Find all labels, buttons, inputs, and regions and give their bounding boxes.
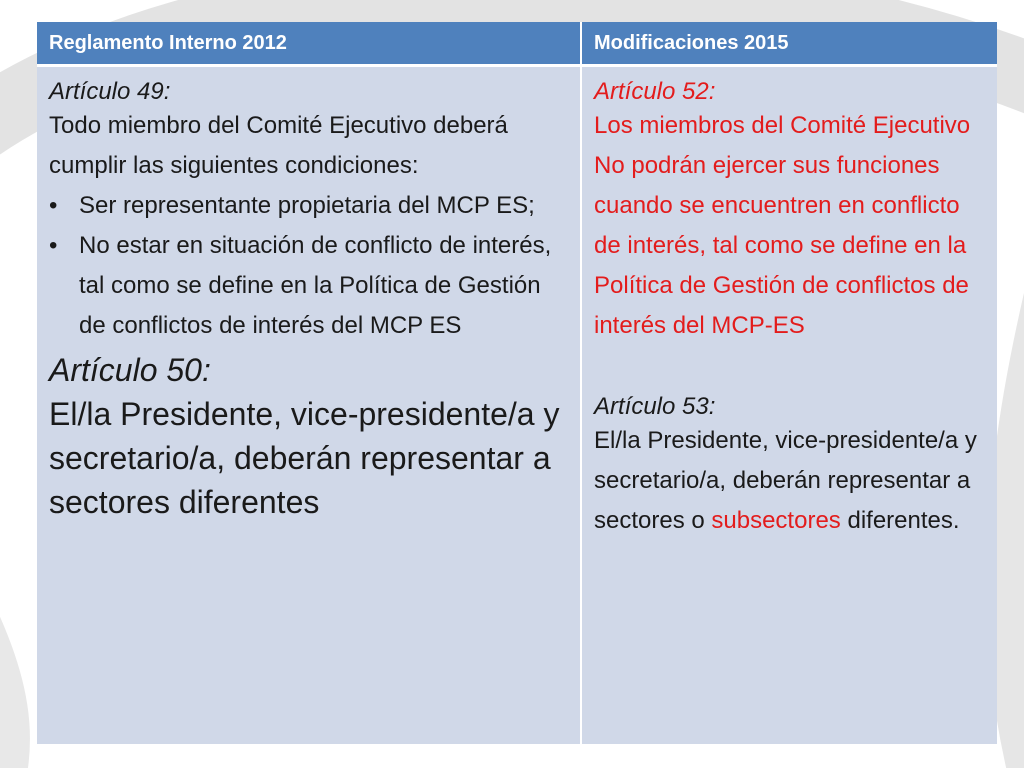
condition-text: Ser representante propietaria del MCP ES; bbox=[79, 192, 535, 219]
article-53-highlight: subsectores bbox=[711, 507, 841, 534]
comparison-table bbox=[37, 22, 997, 744]
condition-item bbox=[49, 186, 568, 226]
bullet-icon: • bbox=[49, 192, 58, 219]
article-50-text: El/la Presidente, vice-presidente/a y secretario/a, deberán representar a sectores diferentes bbox=[49, 396, 560, 520]
condition-item bbox=[49, 226, 568, 346]
header-modificaciones-2015: Modificaciones 2015 bbox=[582, 22, 997, 67]
article-53-title: Artículo 53: bbox=[594, 393, 716, 420]
cell-reglamento-2012 bbox=[37, 67, 582, 744]
article-49-conditions bbox=[49, 186, 568, 346]
article-49-title: Artículo 49: bbox=[49, 78, 171, 105]
spacer bbox=[594, 346, 985, 392]
condition-text: No estar en situación de conflicto de interés, tal como se define en la Política de Gestión de conflictos de interés del MCP ES bbox=[79, 232, 552, 339]
article-52-title: Artículo 52: bbox=[594, 78, 716, 105]
article-52-text: Los miembros del Comité Ejecutivo No podrán ejercer sus funciones cuando se encuentren en conflicto de interés, tal como se define en la Política de Gestión de conflictos de interés del MCP-ES bbox=[594, 112, 971, 339]
article-53-text bbox=[594, 421, 985, 541]
article-49-text: Todo miembro del Comité Ejecutivo deberá cumplir las siguientes condiciones: bbox=[49, 112, 508, 179]
article-53-text-end: diferentes. bbox=[847, 507, 960, 534]
article-50-title: Artículo 50: bbox=[49, 352, 211, 388]
article-53-text-main: El/la Presidente, vice-presidente/a y secretario/a, deberán representar a sectores o bbox=[594, 427, 977, 534]
cell-modificaciones-2015 bbox=[582, 67, 997, 744]
header-reglamento-2012: Reglamento Interno 2012 bbox=[37, 22, 582, 67]
bullet-icon: • bbox=[49, 232, 58, 259]
